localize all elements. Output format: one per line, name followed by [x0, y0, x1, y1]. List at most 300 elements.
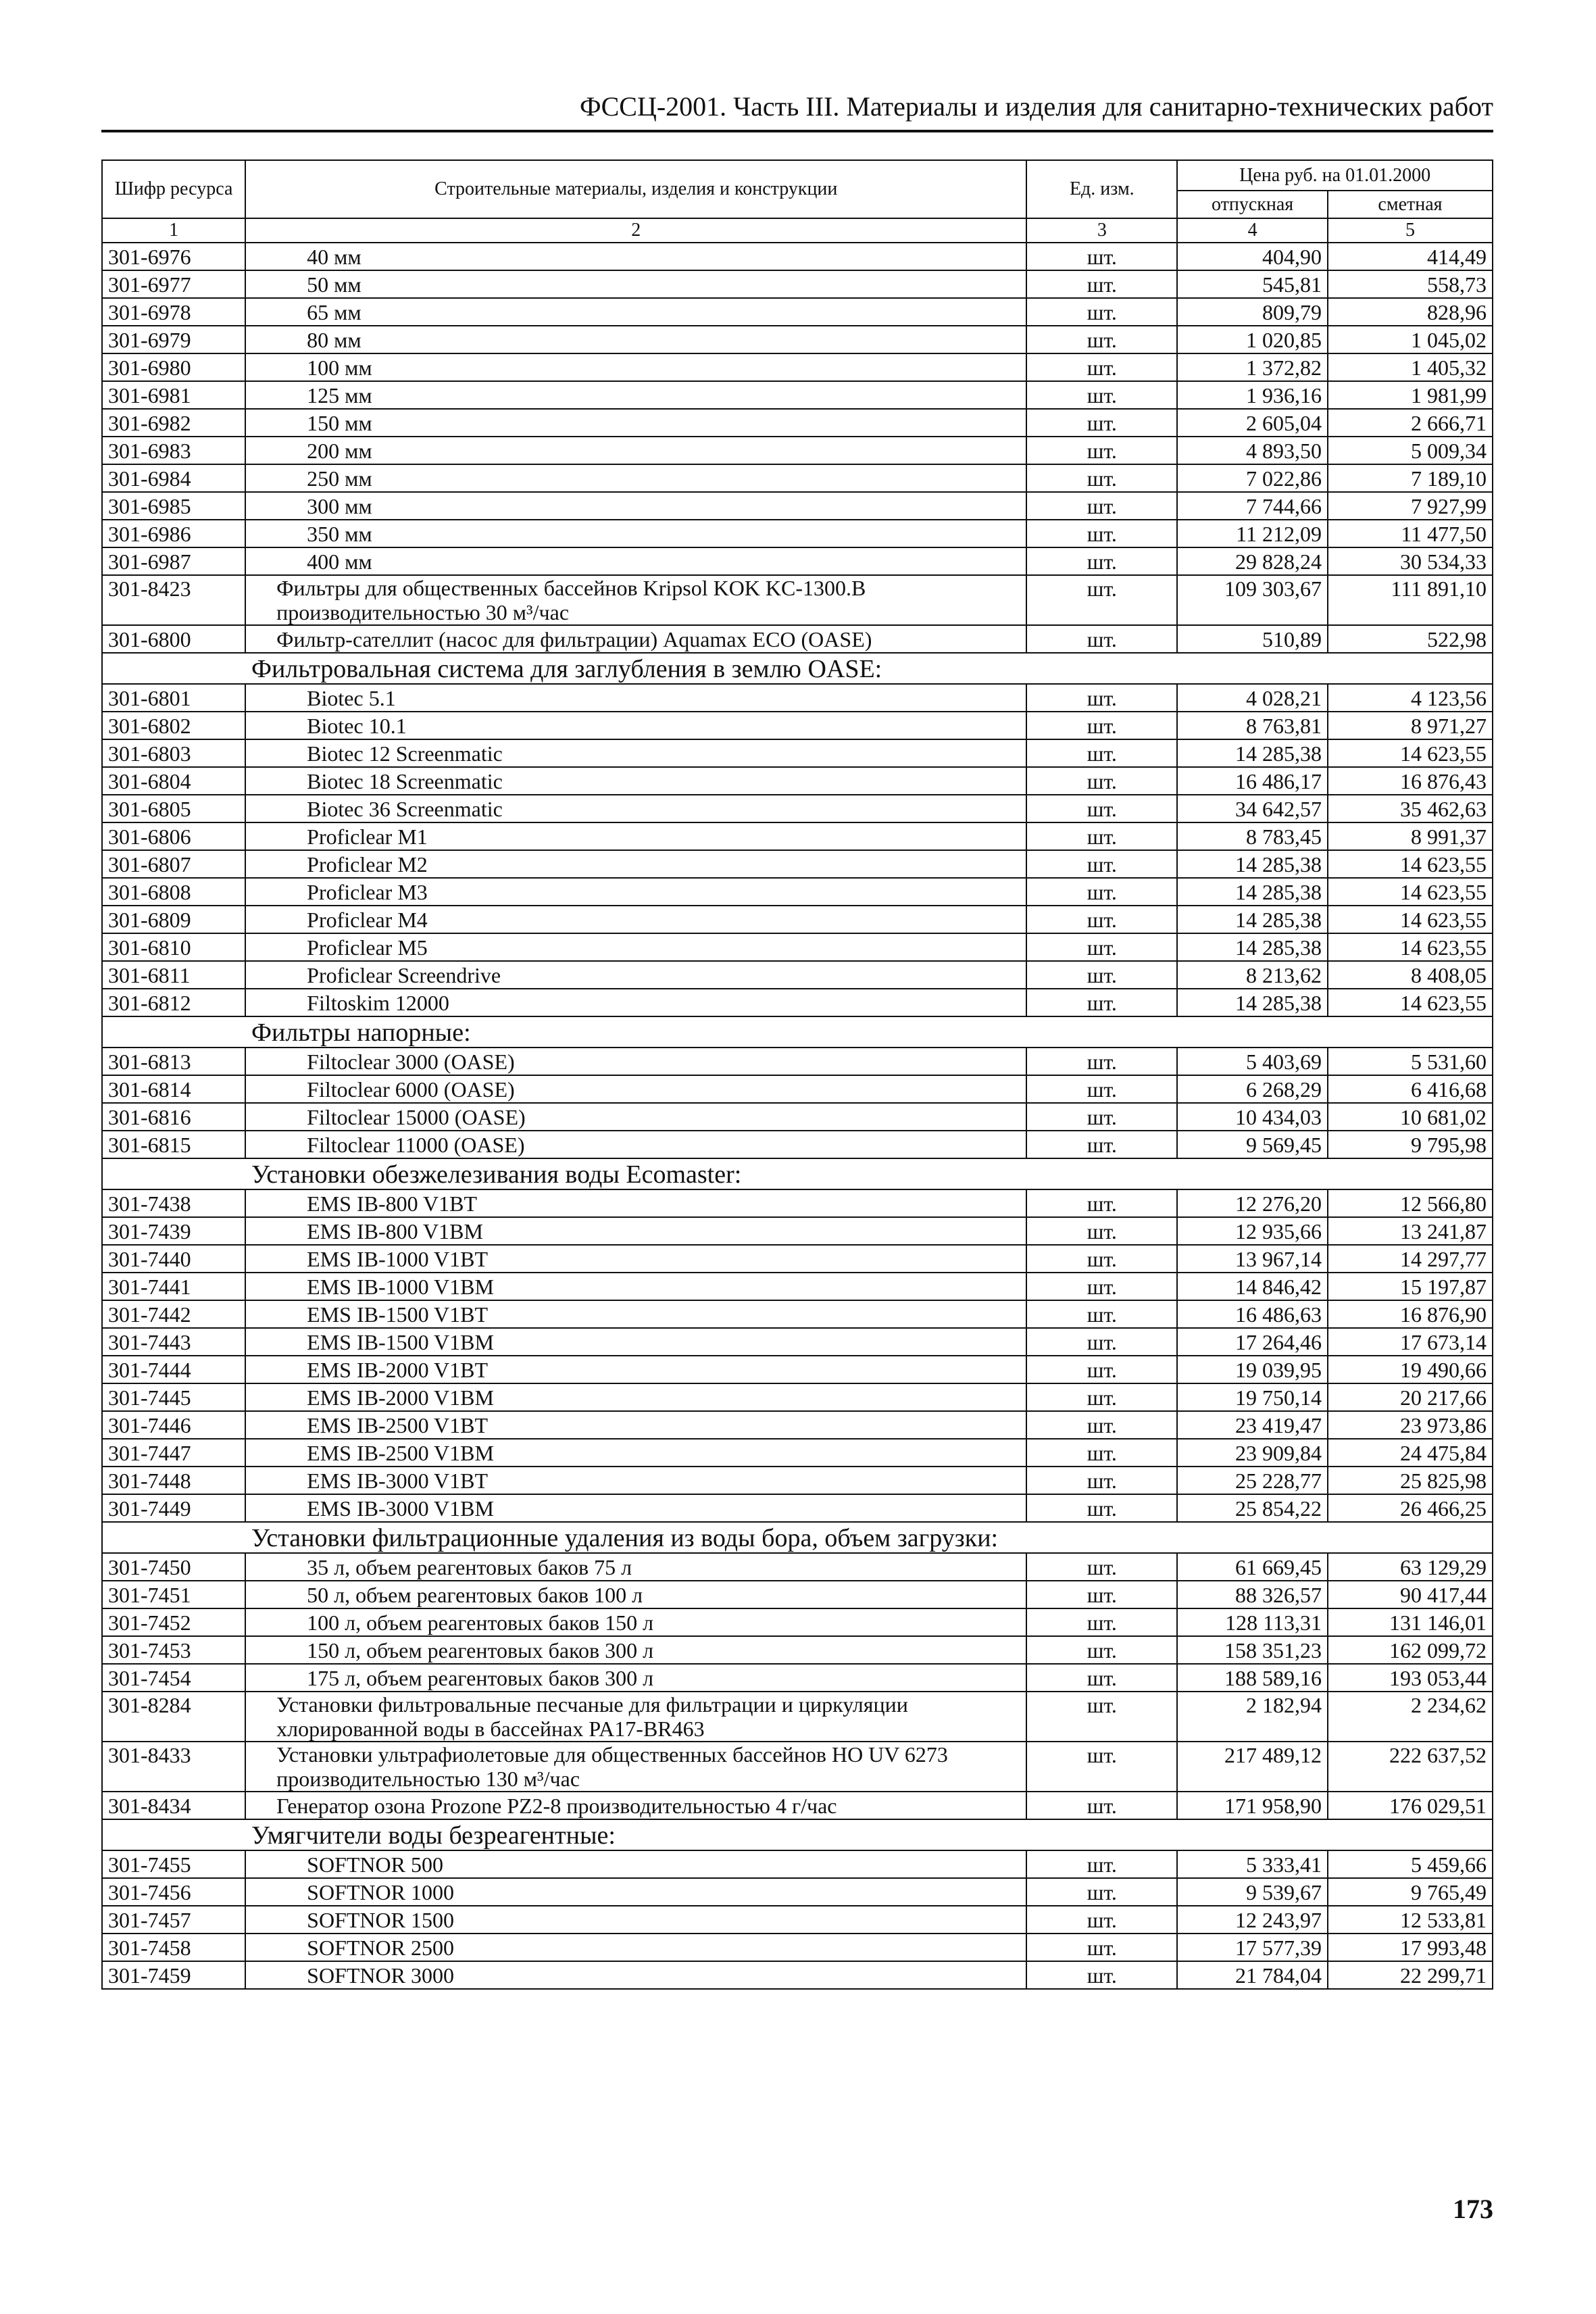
resource-code: 301-6808	[102, 878, 245, 906]
resource-code: 301-6805	[102, 795, 245, 822]
item-name: Генератор озона Prozone PZ2-8 производительностью 4 г/час	[245, 1792, 1026, 1819]
unit: шт.	[1026, 1742, 1177, 1792]
resource-code: 301-6986	[102, 520, 245, 547]
table-row	[102, 1356, 1493, 1383]
header-name: Строительные материалы, изделия и конструкции	[245, 160, 1026, 218]
estimate-price: 558,73	[1328, 270, 1493, 298]
release-price: 17 264,46	[1177, 1328, 1328, 1356]
column-number: 2	[245, 218, 1026, 243]
release-price: 14 285,38	[1177, 878, 1328, 906]
unit: шт.	[1026, 464, 1177, 492]
resource-code: 301-6813	[102, 1048, 245, 1075]
table-row	[102, 1792, 1493, 1819]
table-row	[102, 1850, 1493, 1878]
estimate-price: 828,96	[1328, 298, 1493, 326]
table-row	[102, 1048, 1493, 1075]
resource-code: 301-8423	[102, 575, 245, 625]
table-row	[102, 961, 1493, 989]
release-price: 34 642,57	[1177, 795, 1328, 822]
resource-code: 301-6981	[102, 381, 245, 409]
table-row	[102, 437, 1493, 464]
section-heading-row	[102, 1158, 1493, 1189]
release-price: 158 351,23	[1177, 1636, 1328, 1664]
unit: шт.	[1026, 492, 1177, 520]
release-price: 29 828,24	[1177, 547, 1328, 575]
unit: шт.	[1026, 1383, 1177, 1411]
unit: шт.	[1026, 684, 1177, 712]
table-row	[102, 1961, 1493, 1989]
release-price: 13 967,14	[1177, 1245, 1328, 1273]
resource-code: 301-6809	[102, 906, 245, 933]
item-name: 175 л, объем реагентовых баков 300 л	[245, 1664, 1026, 1692]
estimate-price: 2 234,62	[1328, 1692, 1493, 1742]
header-code: Шифр ресурса	[102, 160, 245, 218]
item-name: Установки ультрафиолетовые для общественных бассейнов HO UV 6273 производительностью 130 м³/час	[245, 1742, 1026, 1792]
release-price: 5 333,41	[1177, 1850, 1328, 1878]
resource-code: 301-7438	[102, 1189, 245, 1217]
column-numbers-row	[102, 218, 1493, 243]
table-row	[102, 878, 1493, 906]
release-price: 14 285,38	[1177, 933, 1328, 961]
table-row	[102, 492, 1493, 520]
table-row	[102, 989, 1493, 1016]
estimate-price: 10 681,02	[1328, 1103, 1493, 1131]
section-heading-row	[102, 1819, 1493, 1850]
release-price: 171 958,90	[1177, 1792, 1328, 1819]
column-number: 3	[1026, 218, 1177, 243]
resource-code: 301-7459	[102, 1961, 245, 1989]
unit: шт.	[1026, 353, 1177, 381]
item-name: 150 мм	[245, 409, 1026, 437]
unit: шт.	[1026, 989, 1177, 1016]
estimate-price: 193 053,44	[1328, 1664, 1493, 1692]
estimate-price: 13 241,87	[1328, 1217, 1493, 1245]
release-price: 14 285,38	[1177, 906, 1328, 933]
unit: шт.	[1026, 1328, 1177, 1356]
header-title: ФССЦ-2001. Часть III. Материалы и изделия для санитарно-технических работ	[580, 91, 1493, 122]
resource-code: 301-6987	[102, 547, 245, 575]
resource-code: 301-7439	[102, 1217, 245, 1245]
release-price: 7 744,66	[1177, 492, 1328, 520]
estimate-price: 7 189,10	[1328, 464, 1493, 492]
resource-code: 301-6816	[102, 1103, 245, 1131]
unit: шт.	[1026, 625, 1177, 653]
table-row	[102, 1878, 1493, 1906]
unit: шт.	[1026, 1075, 1177, 1103]
header-release-price: отпускная	[1177, 191, 1328, 218]
table-row	[102, 1636, 1493, 1664]
unit: шт.	[1026, 933, 1177, 961]
estimate-price: 9 795,98	[1328, 1131, 1493, 1158]
release-price: 19 039,95	[1177, 1356, 1328, 1383]
table-row	[102, 822, 1493, 850]
table-row	[102, 906, 1493, 933]
release-price: 25 228,77	[1177, 1467, 1328, 1494]
estimate-price: 5 459,66	[1328, 1850, 1493, 1878]
release-price: 16 486,17	[1177, 767, 1328, 795]
unit: шт.	[1026, 1439, 1177, 1467]
estimate-price: 5 009,34	[1328, 437, 1493, 464]
item-name: 80 мм	[245, 326, 1026, 353]
item-name: EMS IB-2500 V1BT	[245, 1411, 1026, 1439]
unit: шт.	[1026, 1245, 1177, 1273]
resource-code: 301-7452	[102, 1608, 245, 1636]
table-row	[102, 1439, 1493, 1467]
estimate-price: 16 876,90	[1328, 1300, 1493, 1328]
release-price: 8 213,62	[1177, 961, 1328, 989]
resource-code: 301-7444	[102, 1356, 245, 1383]
item-name: 40 мм	[245, 243, 1026, 270]
item-name: Proficlear Screendrive	[245, 961, 1026, 989]
table-row	[102, 1328, 1493, 1356]
unit: шт.	[1026, 712, 1177, 739]
item-name: EMS IB-3000 V1BT	[245, 1467, 1026, 1494]
table-row	[102, 1553, 1493, 1581]
unit: шт.	[1026, 575, 1177, 625]
release-price: 9 569,45	[1177, 1131, 1328, 1158]
estimate-price: 17 673,14	[1328, 1328, 1493, 1356]
release-price: 10 434,03	[1177, 1103, 1328, 1131]
estimate-price: 6 416,68	[1328, 1075, 1493, 1103]
item-name: EMS IB-1000 V1BT	[245, 1245, 1026, 1273]
estimate-price: 90 417,44	[1328, 1581, 1493, 1608]
release-price: 1 936,16	[1177, 381, 1328, 409]
estimate-price: 14 623,55	[1328, 989, 1493, 1016]
release-price: 1 020,85	[1177, 326, 1328, 353]
resource-code: 301-6979	[102, 326, 245, 353]
resource-code: 301-7458	[102, 1934, 245, 1961]
release-price: 2 182,94	[1177, 1692, 1328, 1742]
unit: шт.	[1026, 1494, 1177, 1522]
release-price: 14 285,38	[1177, 739, 1328, 767]
item-name: Filtoskim 12000	[245, 989, 1026, 1016]
estimate-price: 14 623,55	[1328, 933, 1493, 961]
unit: шт.	[1026, 243, 1177, 270]
release-price: 25 854,22	[1177, 1494, 1328, 1522]
resource-code: 301-6814	[102, 1075, 245, 1103]
resource-code: 301-6801	[102, 684, 245, 712]
column-number: 1	[102, 218, 245, 243]
item-name: EMS IB-1500 V1BT	[245, 1300, 1026, 1328]
table-row	[102, 409, 1493, 437]
resource-code: 301-6980	[102, 353, 245, 381]
item-name: 125 мм	[245, 381, 1026, 409]
table-row	[102, 353, 1493, 381]
estimate-price: 26 466,25	[1328, 1494, 1493, 1522]
resource-code: 301-6984	[102, 464, 245, 492]
unit: шт.	[1026, 1189, 1177, 1217]
item-name: Filtoclear 11000 (OASE)	[245, 1131, 1026, 1158]
release-price: 12 935,66	[1177, 1217, 1328, 1245]
resource-code: 301-6815	[102, 1131, 245, 1158]
table-row	[102, 1467, 1493, 1494]
item-name: Biotec 36 Screenmatic	[245, 795, 1026, 822]
item-name: EMS IB-800 V1BT	[245, 1189, 1026, 1217]
resource-code: 301-8433	[102, 1742, 245, 1792]
table-row	[102, 1217, 1493, 1245]
unit: шт.	[1026, 1792, 1177, 1819]
section-heading: Фильтровальная система для заглубления в землю OASE:	[102, 653, 1493, 684]
item-name: Фильтры для общественных бассейнов Kripsol KOK KC-1300.B производительностью 30 м³/час	[245, 575, 1026, 625]
estimate-price: 20 217,66	[1328, 1383, 1493, 1411]
resource-code: 301-7441	[102, 1273, 245, 1300]
unit: шт.	[1026, 795, 1177, 822]
resource-code: 301-7453	[102, 1636, 245, 1664]
resource-code: 301-6810	[102, 933, 245, 961]
release-price: 8 763,81	[1177, 712, 1328, 739]
resource-code: 301-7443	[102, 1328, 245, 1356]
unit: шт.	[1026, 1961, 1177, 1989]
unit: шт.	[1026, 1934, 1177, 1961]
unit: шт.	[1026, 1608, 1177, 1636]
resource-code: 301-7446	[102, 1411, 245, 1439]
estimate-price: 14 297,77	[1328, 1245, 1493, 1273]
resource-code: 301-8434	[102, 1792, 245, 1819]
estimate-price: 14 623,55	[1328, 850, 1493, 878]
resource-code: 301-8284	[102, 1692, 245, 1742]
resource-code: 301-6976	[102, 243, 245, 270]
release-price: 4 028,21	[1177, 684, 1328, 712]
unit: шт.	[1026, 298, 1177, 326]
section-heading: Умягчители воды безреагентные:	[102, 1819, 1493, 1850]
table-row	[102, 1411, 1493, 1439]
resource-code: 301-6803	[102, 739, 245, 767]
estimate-price: 22 299,71	[1328, 1961, 1493, 1989]
release-price: 9 539,67	[1177, 1878, 1328, 1906]
resource-code: 301-7449	[102, 1494, 245, 1522]
unit: шт.	[1026, 1850, 1177, 1878]
item-name: 100 мм	[245, 353, 1026, 381]
unit: шт.	[1026, 1103, 1177, 1131]
table-row	[102, 1189, 1493, 1217]
table-row	[102, 326, 1493, 353]
release-price: 128 113,31	[1177, 1608, 1328, 1636]
table-row	[102, 1494, 1493, 1522]
estimate-price: 176 029,51	[1328, 1792, 1493, 1819]
resource-code: 301-6804	[102, 767, 245, 795]
resource-code: 301-6811	[102, 961, 245, 989]
resource-code: 301-7445	[102, 1383, 245, 1411]
estimate-price: 14 623,55	[1328, 906, 1493, 933]
unit: шт.	[1026, 1411, 1177, 1439]
table-row	[102, 1383, 1493, 1411]
resource-code: 301-7440	[102, 1245, 245, 1273]
item-name: 65 мм	[245, 298, 1026, 326]
header-unit: Ед. изм.	[1026, 160, 1177, 218]
estimate-price: 12 566,80	[1328, 1189, 1493, 1217]
item-name: EMS IB-1000 V1BM	[245, 1273, 1026, 1300]
release-price: 109 303,67	[1177, 575, 1328, 625]
item-name: Установки фильтровальные песчаные для фильтрации и циркуляции хлорированной воды в бассейнах PA17-BR463	[245, 1692, 1026, 1742]
resource-code: 301-6807	[102, 850, 245, 878]
release-price: 217 489,12	[1177, 1742, 1328, 1792]
table-row	[102, 1131, 1493, 1158]
estimate-price: 5 531,60	[1328, 1048, 1493, 1075]
release-price: 23 909,84	[1177, 1439, 1328, 1467]
item-name: Biotec 5.1	[245, 684, 1026, 712]
section-heading: Установки обезжелезивания воды Ecomaster:	[102, 1158, 1493, 1189]
resource-code: 301-6802	[102, 712, 245, 739]
resource-code: 301-7457	[102, 1906, 245, 1934]
release-price: 1 372,82	[1177, 353, 1328, 381]
item-name: Proficlear M1	[245, 822, 1026, 850]
item-name: 35 л, объем реагентовых баков 75 л	[245, 1553, 1026, 1581]
table-row	[102, 243, 1493, 270]
release-price: 21 784,04	[1177, 1961, 1328, 1989]
table-row	[102, 270, 1493, 298]
item-name: EMS IB-800 V1BM	[245, 1217, 1026, 1245]
release-price: 7 022,86	[1177, 464, 1328, 492]
release-price: 6 268,29	[1177, 1075, 1328, 1103]
estimate-price: 1 405,32	[1328, 353, 1493, 381]
unit: шт.	[1026, 1636, 1177, 1664]
estimate-price: 522,98	[1328, 625, 1493, 653]
estimate-price: 17 993,48	[1328, 1934, 1493, 1961]
table-row	[102, 1245, 1493, 1273]
release-price: 19 750,14	[1177, 1383, 1328, 1411]
release-price: 88 326,57	[1177, 1581, 1328, 1608]
resource-code: 301-7451	[102, 1581, 245, 1608]
unit: шт.	[1026, 381, 1177, 409]
unit: шт.	[1026, 739, 1177, 767]
resource-code: 301-6978	[102, 298, 245, 326]
unit: шт.	[1026, 1906, 1177, 1934]
estimate-price: 131 146,01	[1328, 1608, 1493, 1636]
estimate-price: 1 981,99	[1328, 381, 1493, 409]
section-heading-row	[102, 653, 1493, 684]
unit: шт.	[1026, 520, 1177, 547]
item-name: Biotec 12 Screenmatic	[245, 739, 1026, 767]
item-name: 100 л, объем реагентовых баков 150 л	[245, 1608, 1026, 1636]
resource-code: 301-7442	[102, 1300, 245, 1328]
table-row	[102, 381, 1493, 409]
item-name: SOFTNOR 500	[245, 1850, 1026, 1878]
resource-code: 301-6800	[102, 625, 245, 653]
section-heading: Фильтры напорные:	[102, 1016, 1493, 1048]
item-name: 200 мм	[245, 437, 1026, 464]
resource-code: 301-7454	[102, 1664, 245, 1692]
item-name: 150 л, объем реагентовых баков 300 л	[245, 1636, 1026, 1664]
item-name: Proficlear M4	[245, 906, 1026, 933]
unit: шт.	[1026, 1048, 1177, 1075]
table-body	[102, 160, 1493, 1989]
item-name: 50 мм	[245, 270, 1026, 298]
resource-code: 301-6982	[102, 409, 245, 437]
section-heading: Установки фильтрационные удаления из воды бора, объем загрузки:	[102, 1522, 1493, 1553]
column-number: 5	[1328, 218, 1493, 243]
header-estimate-price: сметная	[1328, 191, 1493, 218]
section-heading-row	[102, 1522, 1493, 1553]
item-name: 350 мм	[245, 520, 1026, 547]
table-row	[102, 1934, 1493, 1961]
item-name: SOFTNOR 1000	[245, 1878, 1026, 1906]
estimate-price: 19 490,66	[1328, 1356, 1493, 1383]
estimate-price: 11 477,50	[1328, 520, 1493, 547]
unit: шт.	[1026, 1553, 1177, 1581]
page-header	[101, 87, 1493, 132]
section-heading-row	[102, 1016, 1493, 1048]
item-name: Biotec 18 Screenmatic	[245, 767, 1026, 795]
estimate-price: 222 637,52	[1328, 1742, 1493, 1792]
item-name: EMS IB-2000 V1BT	[245, 1356, 1026, 1383]
item-name: Filtoclear 6000 (OASE)	[245, 1075, 1026, 1103]
unit: шт.	[1026, 961, 1177, 989]
release-price: 14 285,38	[1177, 989, 1328, 1016]
release-price: 14 846,42	[1177, 1273, 1328, 1300]
estimate-price: 12 533,81	[1328, 1906, 1493, 1934]
resource-code: 301-6812	[102, 989, 245, 1016]
table-row	[102, 1608, 1493, 1636]
table-row	[102, 1664, 1493, 1692]
resource-code: 301-7455	[102, 1850, 245, 1878]
unit: шт.	[1026, 1131, 1177, 1158]
unit: шт.	[1026, 1581, 1177, 1608]
table-row	[102, 850, 1493, 878]
unit: шт.	[1026, 1878, 1177, 1906]
unit: шт.	[1026, 1273, 1177, 1300]
release-price: 4 893,50	[1177, 437, 1328, 464]
table-row	[102, 767, 1493, 795]
item-name: 300 мм	[245, 492, 1026, 520]
estimate-price: 414,49	[1328, 243, 1493, 270]
resource-code: 301-6977	[102, 270, 245, 298]
unit: шт.	[1026, 1664, 1177, 1692]
table-row	[102, 464, 1493, 492]
table-row	[102, 1273, 1493, 1300]
table-row	[102, 933, 1493, 961]
table-row	[102, 712, 1493, 739]
price-table	[101, 159, 1493, 1990]
table-row	[102, 795, 1493, 822]
release-price: 12 276,20	[1177, 1189, 1328, 1217]
table-row	[102, 625, 1493, 653]
item-name: Filtoclear 3000 (OASE)	[245, 1048, 1026, 1075]
release-price: 11 212,09	[1177, 520, 1328, 547]
estimate-price: 111 891,10	[1328, 575, 1493, 625]
table-row	[102, 739, 1493, 767]
item-name: 400 мм	[245, 547, 1026, 575]
column-number: 4	[1177, 218, 1328, 243]
header-price: Цена руб. на 01.01.2000	[1177, 160, 1493, 191]
item-name: SOFTNOR 1500	[245, 1906, 1026, 1934]
estimate-price: 2 666,71	[1328, 409, 1493, 437]
release-price: 12 243,97	[1177, 1906, 1328, 1934]
resource-code: 301-7447	[102, 1439, 245, 1467]
table-row	[102, 1075, 1493, 1103]
item-name: Biotec 10.1	[245, 712, 1026, 739]
estimate-price: 15 197,87	[1328, 1273, 1493, 1300]
table-row	[102, 520, 1493, 547]
table-row	[102, 1300, 1493, 1328]
unit: шт.	[1026, 1217, 1177, 1245]
unit: шт.	[1026, 409, 1177, 437]
item-name: Фильтр-сателлит (насос для фильтрации) Aquamax ECO (OASE)	[245, 625, 1026, 653]
estimate-price: 30 534,33	[1328, 547, 1493, 575]
estimate-price: 4 123,56	[1328, 684, 1493, 712]
resource-code: 301-6985	[102, 492, 245, 520]
unit: шт.	[1026, 1692, 1177, 1742]
item-name: SOFTNOR 3000	[245, 1961, 1026, 1989]
table-row	[102, 575, 1493, 625]
estimate-price: 25 825,98	[1328, 1467, 1493, 1494]
table-row	[102, 298, 1493, 326]
unit: шт.	[1026, 1300, 1177, 1328]
item-name: Filtoclear 15000 (OASE)	[245, 1103, 1026, 1131]
resource-code: 301-6806	[102, 822, 245, 850]
unit: шт.	[1026, 437, 1177, 464]
estimate-price: 23 973,86	[1328, 1411, 1493, 1439]
item-name: EMS IB-3000 V1BM	[245, 1494, 1026, 1522]
